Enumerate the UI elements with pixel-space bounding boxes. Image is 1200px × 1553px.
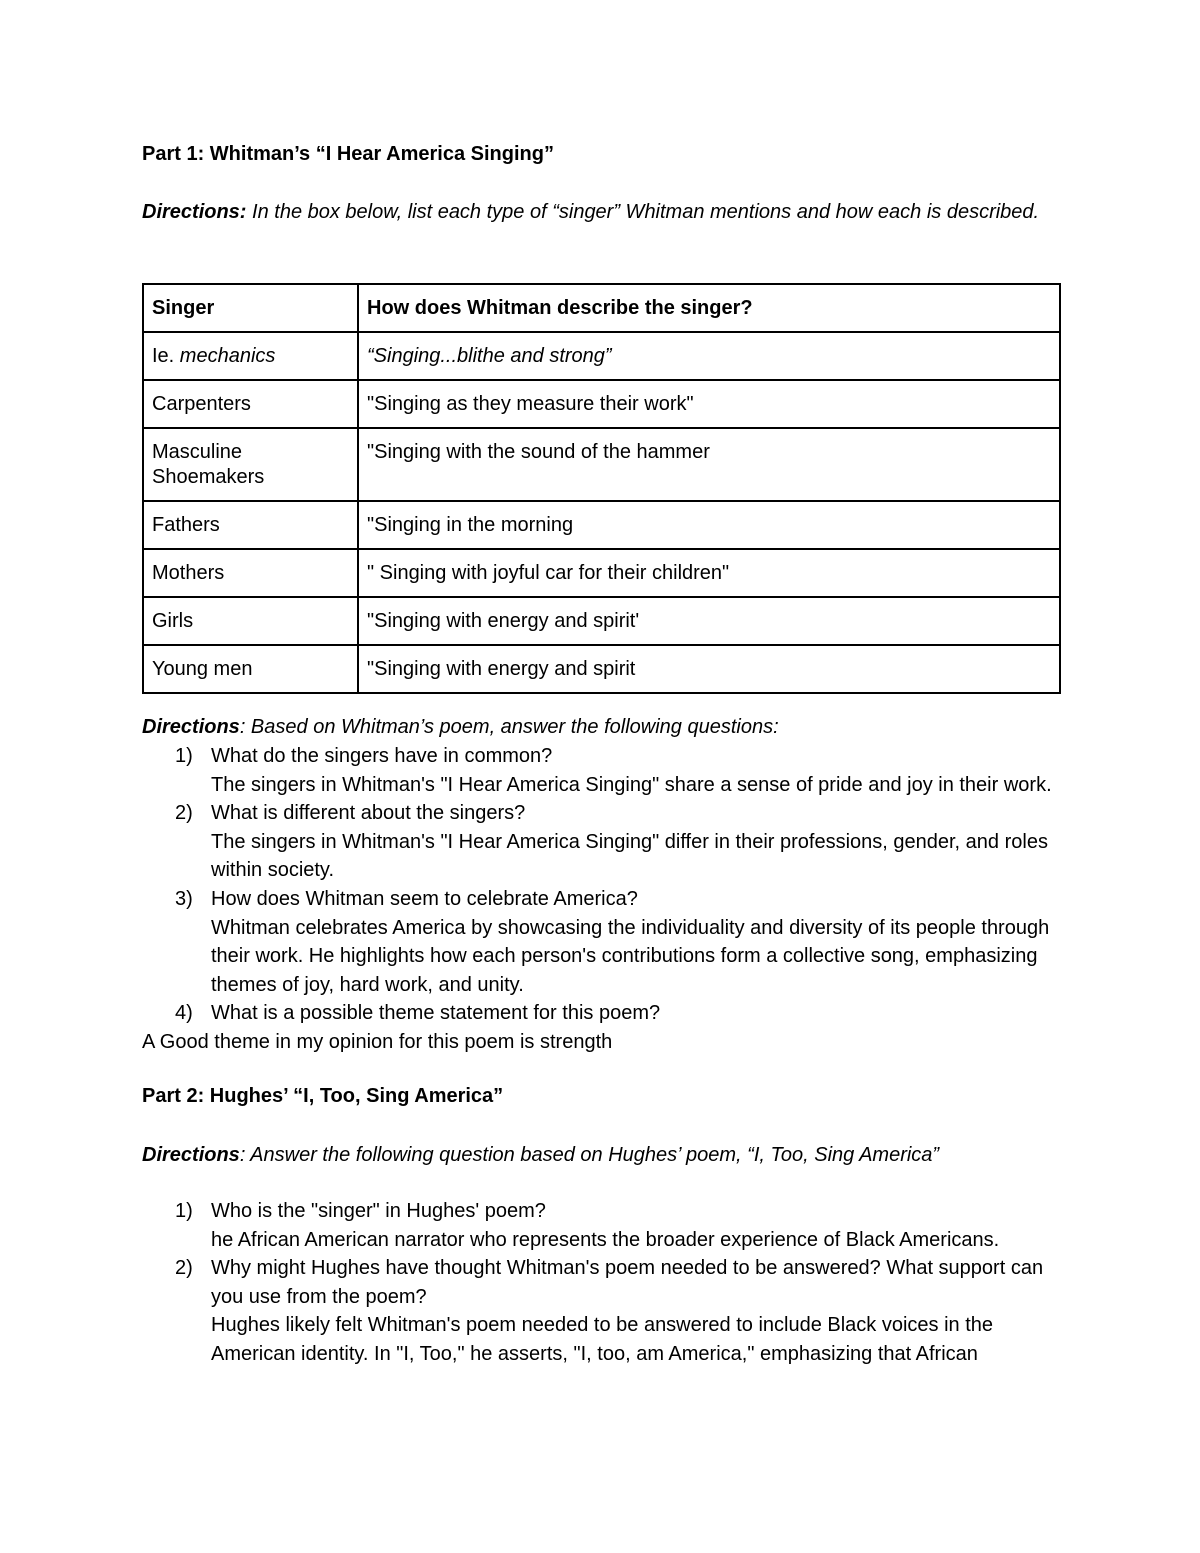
part1-question-list [142, 742, 1072, 1057]
example-singer-cell [143, 332, 358, 380]
table-row [143, 549, 1060, 597]
answer-text: Hughes likely felt Whitman's poem needed to be answered to include Black voices in the American identity. In "I, Too," he asserts, "I, too, am America," emphasizing that African [211, 1314, 994, 1365]
question-number: 3) [175, 887, 193, 910]
list-item [142, 742, 1072, 799]
example-prefix: Ie. [152, 345, 180, 367]
description-cell: "Singing with the sound of the hammer [358, 428, 1060, 501]
table-row [143, 380, 1060, 428]
theme-answer: A Good theme in my opinion for this poem is strength [142, 1030, 613, 1053]
question-number: 2) [175, 1257, 193, 1280]
question-number: 2) [175, 802, 193, 825]
part2-question-list [142, 1197, 1072, 1369]
question-body [211, 742, 1072, 799]
question-number: 1) [175, 1200, 193, 1222]
example-description: “Singing...blithe and strong” [358, 332, 1060, 380]
question-text: What is different about the singers? [211, 802, 526, 825]
part1-title: Part 1: Whitman’s “I Hear America Singing” [142, 143, 554, 165]
question-body [211, 885, 1072, 999]
part2-directions [142, 1141, 1042, 1169]
question-text: Who is the "singer" in Hughes' poem? [211, 1200, 546, 1222]
table-row [143, 645, 1060, 693]
question-body [211, 1197, 1072, 1254]
question-number: 4) [175, 1002, 193, 1025]
header-description: How does Whitman describe the singer? [358, 284, 1060, 332]
directions-text: In the box below, list each type of “singer” Whitman mentions and how each is described. [246, 201, 1040, 223]
list-item [142, 885, 1072, 999]
list-item [142, 999, 1072, 1028]
singer-cell: Mothers [143, 549, 358, 597]
singer-table [142, 283, 1061, 694]
description-cell: "Singing in the morning [358, 501, 1060, 549]
singer-cell: Young men [143, 645, 358, 693]
list-item [142, 1254, 1072, 1368]
directions-label: Directions [142, 716, 240, 738]
question-text: How does Whitman seem to celebrate America? [211, 887, 638, 910]
description-cell: " Singing with joyful car for their children" [358, 549, 1060, 597]
directions-label: Directions [142, 1144, 240, 1166]
answer-text: he African American narrator who represents the broader experience of Black Americans. [211, 1228, 1000, 1251]
singer-cell: Fathers [143, 501, 358, 549]
question-body [211, 999, 1072, 1028]
example-singer: mechanics [179, 345, 276, 367]
description-cell: "Singing with energy and spirit [358, 645, 1060, 693]
table-row [143, 501, 1060, 549]
singer-cell: Masculine Shoemakers [143, 428, 358, 501]
question-text: Why might Hughes have thought Whitman's poem needed to be answered? What support can you use from the poem? [211, 1257, 1044, 1308]
description-cell: "Singing as they measure their work" [358, 380, 1060, 428]
table-header-row [143, 284, 1060, 332]
header-singer: Singer [143, 284, 358, 332]
directions-text: : Based on Whitman’s poem, answer the following questions: [239, 716, 779, 738]
singer-cell: Girls [143, 597, 358, 645]
list-item [142, 1197, 1072, 1254]
question-text: What is a possible theme statement for this poem? [211, 1002, 661, 1025]
question-number: 1) [175, 745, 193, 767]
table-row-example [143, 332, 1060, 380]
question-text: What do the singers have in common? [211, 745, 553, 767]
answer-text: The singers in Whitman's "I Hear America Singing" share a sense of pride and joy in their work. [211, 773, 1052, 796]
answer-text: Whitman celebrates America by showcasing the individuality and diversity of its people through their work. He highlights how each person's contributions form a collective song, emphasizing themes of joy, hard work, and unity. [211, 916, 1050, 996]
directions-text: : Answer the following question based on Hughes’ poem, “I, Too, Sing America” [239, 1144, 940, 1166]
description-cell: "Singing with energy and spirit' [358, 597, 1060, 645]
directions-label: Directions: [142, 201, 247, 223]
question-body [211, 1254, 1072, 1368]
list-item [142, 799, 1072, 885]
part1-directions [142, 198, 1042, 226]
singer-cell: Carpenters [143, 380, 358, 428]
table-row [143, 428, 1060, 501]
part2-title: Part 2: Hughes’ “I, Too, Sing America” [142, 1085, 504, 1107]
answer-text: The singers in Whitman's "I Hear America Singing" differ in their professions, gender, and roles within society. [211, 830, 1048, 882]
question-body [211, 799, 1072, 885]
part1-questions-directions [142, 713, 1042, 741]
table-row [143, 597, 1060, 645]
